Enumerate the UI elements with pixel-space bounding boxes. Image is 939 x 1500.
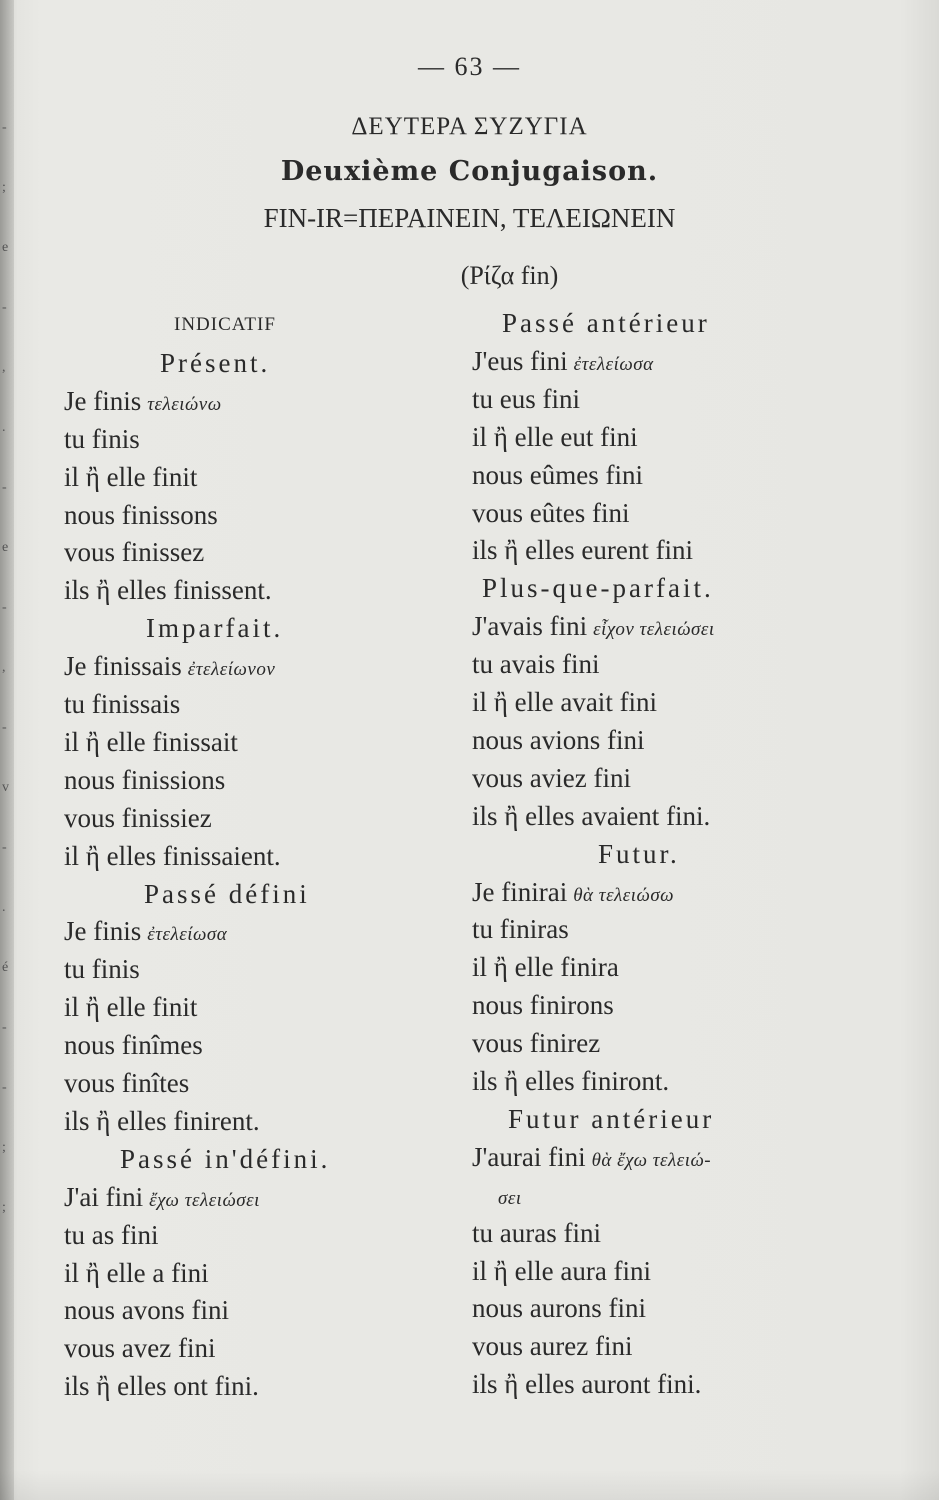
greek-translation: ἐτελείωσα xyxy=(573,353,654,375)
line-text: tu finiras xyxy=(472,914,569,945)
line-text: nous avions fini xyxy=(472,724,645,755)
conjugation-line xyxy=(64,1258,209,1288)
conjugation-line xyxy=(472,535,693,565)
conjugation-line xyxy=(472,346,654,380)
gutter-mark: - xyxy=(2,480,7,495)
line-text: il ἢ elle finit xyxy=(64,992,198,1023)
gutter-mark: - xyxy=(2,600,7,615)
conjugation-title: Deuxième Conjugaison. xyxy=(280,156,659,187)
line-text: vous finîtes xyxy=(64,1068,190,1098)
line-text: Je finis xyxy=(64,385,142,416)
conjugation-line xyxy=(472,1256,651,1286)
line-text: nous finirons xyxy=(472,990,614,1021)
line-text: Je finis xyxy=(64,916,142,947)
greek-translation: σει xyxy=(498,1187,522,1209)
line-text: tu as fini xyxy=(64,1219,159,1250)
tense-heading xyxy=(508,1104,714,1134)
line-text: J'avais fini xyxy=(472,611,588,642)
page-number: — 63 — xyxy=(418,52,521,81)
conjugation-line xyxy=(64,1295,229,1325)
tense-heading xyxy=(174,310,276,340)
line-text: ils ἢ elles finirent. xyxy=(64,1105,260,1136)
conjugation-line xyxy=(64,1220,159,1250)
line-text: nous finîmes xyxy=(64,1030,203,1061)
conjugation-line xyxy=(472,990,614,1020)
line-text: nous eûmes fini xyxy=(472,459,643,490)
greek-translation: ἐτελείωσα xyxy=(147,924,228,946)
line-text: tu avais fini xyxy=(472,649,600,680)
gutter-mark: e xyxy=(2,540,9,555)
gutter-mark: , xyxy=(2,360,6,375)
tense-heading xyxy=(482,573,714,603)
conjugation-line xyxy=(64,727,238,757)
conjugation-line xyxy=(64,386,222,420)
tense-heading xyxy=(144,879,310,909)
gutter-mark: . xyxy=(2,900,6,915)
line-text: ils ἢ elles eurent fini xyxy=(472,535,694,566)
gutter-mark: - xyxy=(2,1080,7,1095)
tense-heading xyxy=(598,839,680,869)
conjugation-line xyxy=(472,1369,701,1399)
line-text: ils ἢ elles avaient fini. xyxy=(472,800,711,831)
conjugation-line xyxy=(472,725,645,755)
conjugation-line xyxy=(64,1182,260,1216)
line-text: nous finissons xyxy=(64,499,218,530)
line-text: il ἢ elle aura fini xyxy=(472,1255,652,1286)
conjugation-line xyxy=(472,801,710,831)
gutter-mark: ; xyxy=(2,1140,6,1155)
conjugation-line xyxy=(472,763,631,793)
greek-translation: εἶχον τελειώσει xyxy=(593,619,715,641)
conjugation-line xyxy=(64,916,227,950)
tense-heading xyxy=(146,613,283,643)
conjugation-line xyxy=(472,687,657,717)
conjugation-line xyxy=(472,1066,669,1096)
line-text: nous finissions xyxy=(64,764,226,795)
line-text: tu auras fini xyxy=(472,1217,601,1248)
line-text: INDICATIF xyxy=(174,314,276,335)
line-text: Passé in'défini. xyxy=(120,1143,331,1174)
line-text: Je finirai xyxy=(472,876,568,907)
line-text: ils ἢ elles ont fini. xyxy=(64,1371,259,1402)
gutter-mark: ; xyxy=(2,1200,6,1215)
conjugation-line xyxy=(472,422,638,452)
conjugation-line xyxy=(472,952,619,982)
gutter-mark: - xyxy=(2,300,7,315)
conjugation-line xyxy=(64,803,212,833)
gutter-mark: é xyxy=(2,960,9,975)
greek-translation: θὰ τελειώσω xyxy=(573,884,675,906)
conjugation-line xyxy=(472,1142,711,1176)
gutter-mark: v xyxy=(2,780,9,795)
conjugation-line xyxy=(472,611,715,645)
tense-heading xyxy=(120,1144,330,1174)
line-text: ils ἢ elles auront fini. xyxy=(472,1369,702,1400)
conjugation-line xyxy=(472,1331,632,1361)
line-text: il ἢ elles finissaient. xyxy=(64,840,281,871)
line-text: vous avez fini xyxy=(64,1333,216,1364)
conjugation-line xyxy=(64,1030,203,1060)
gutter-mark: - xyxy=(2,120,7,135)
conjugation-line xyxy=(64,689,180,719)
conjugation-line xyxy=(472,460,643,490)
conjugation-line xyxy=(64,537,204,567)
conjugation-line xyxy=(64,992,197,1022)
greek-translation: τελειώνω xyxy=(147,393,222,415)
gutter-mark: e xyxy=(2,240,9,255)
conjugation-line xyxy=(64,462,197,492)
line-text: Futur. xyxy=(598,838,680,869)
line-text: tu finis xyxy=(64,423,140,454)
conjugation-line xyxy=(472,914,569,944)
conjugation-line xyxy=(64,954,140,984)
line-text: Passé défini xyxy=(144,878,310,909)
greek-title: ΔΕΥΤΕΡΑ ΣΥΖΥΓΙΑ xyxy=(351,113,588,140)
gutter-mark: - xyxy=(2,840,7,855)
root-line: (Ρίζα fin) xyxy=(460,261,559,290)
line-text: Plus-que-parfait. xyxy=(482,573,714,604)
greek-translation: θὰ ἔχω τελειώ- xyxy=(591,1149,712,1171)
line-text: il ἢ elle a fini xyxy=(64,1257,209,1288)
line-text: ils ἢ elles finissent. xyxy=(64,575,272,606)
gutter-mark: , xyxy=(2,660,6,675)
line-text: vous eûtes fini xyxy=(472,497,630,528)
conjugation-line xyxy=(472,1218,601,1248)
line-text: nous aurons fini xyxy=(472,1293,646,1324)
line-text: vous finissez xyxy=(64,537,205,568)
line-text: il ἢ elle avait fini xyxy=(472,687,658,717)
line-text: il ἢ elle eut fini xyxy=(472,421,638,452)
tense-heading xyxy=(160,348,270,378)
conjugation-line xyxy=(64,1371,259,1401)
line-text: J'eus fini xyxy=(472,345,568,376)
line-text: Présent. xyxy=(160,347,271,378)
line-text: tu finis xyxy=(64,954,140,985)
conjugation-line xyxy=(472,384,580,414)
gutter-mark: - xyxy=(2,720,7,735)
line-text: il ἢ elle finissait xyxy=(64,726,238,757)
line-text: vous aurez fini xyxy=(472,1331,633,1362)
conjugation-line xyxy=(64,424,140,454)
gutter-mark: - xyxy=(2,1020,7,1035)
line-text: J'ai fini xyxy=(64,1181,144,1212)
line-text: nous avons fini xyxy=(64,1295,229,1326)
line-text: vous aviez fini xyxy=(472,762,631,793)
line-text: tu finissais xyxy=(64,689,181,719)
conjugation-line xyxy=(64,841,281,871)
conjugation-line xyxy=(64,500,218,530)
line-text: Futur antérieur xyxy=(508,1103,715,1134)
gutter-mark: . xyxy=(2,420,6,435)
conjugation-line xyxy=(472,1293,646,1323)
page-shadow xyxy=(0,1470,939,1500)
greek-translation: ἔχω τελειώσει xyxy=(149,1189,260,1211)
conjugation-line xyxy=(64,651,275,685)
line-text: J'aurai fini xyxy=(472,1141,586,1172)
conjugation-line xyxy=(64,575,272,605)
line-text: ils ἢ elles finiront. xyxy=(472,1066,670,1096)
conjugation-line xyxy=(64,765,225,795)
line-text: Imparfait. xyxy=(146,613,284,644)
verb-title: FIN-IR=ΠΕΡΑΙΝΕΙΝ, ΤΕΛΕΙΩΝΕΙΝ xyxy=(263,203,676,233)
line-text: Je finissais xyxy=(64,651,182,682)
conjugation-line xyxy=(492,1180,522,1214)
conjugation-line xyxy=(64,1333,215,1363)
conjugation-line xyxy=(472,877,674,911)
line-text: tu eus fini xyxy=(472,383,580,414)
line-text: vous finirez xyxy=(472,1028,601,1059)
conjugation-line xyxy=(472,498,629,528)
line-text: Passé antérieur xyxy=(502,308,710,338)
line-text: il ἢ elle finira xyxy=(472,952,619,983)
gutter-mark: ; xyxy=(2,180,6,195)
line-text: vous finissiez xyxy=(64,802,212,833)
greek-translation: ἐτελείωνον xyxy=(187,659,276,681)
tense-heading xyxy=(502,308,710,338)
conjugation-line xyxy=(472,649,599,679)
line-text: il ἢ elle finit xyxy=(64,461,198,492)
conjugation-line xyxy=(64,1068,189,1098)
conjugation-line xyxy=(472,1028,600,1058)
conjugation-line xyxy=(64,1106,260,1136)
